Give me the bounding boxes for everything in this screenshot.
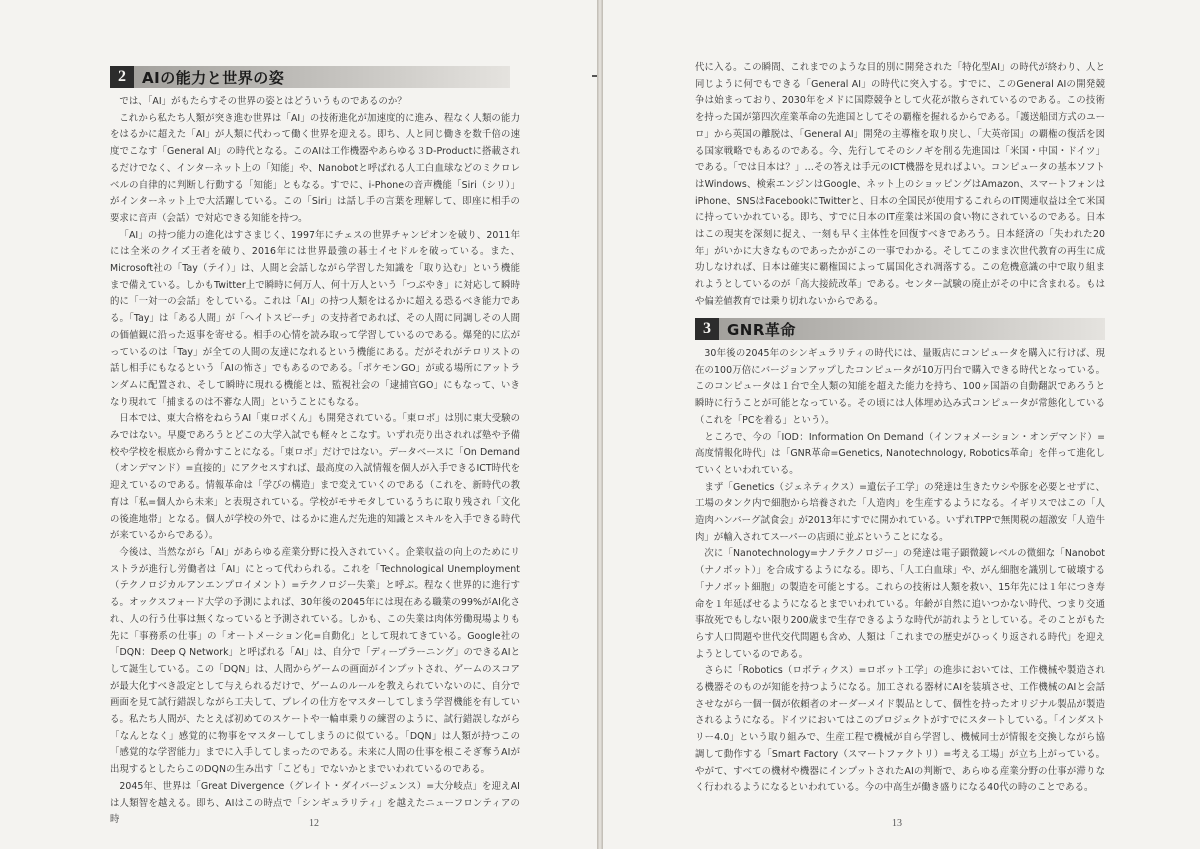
right-page (603, 0, 1200, 849)
paragraph: 2045年、世界は「Great Divergence（グレイト・ダイバージェンス）=大分岐点」を迎えAIは人類智を越える。即ち、AIはこの時点で「シンギュラリティ」を越えたニューフロンティアの時 (110, 780, 520, 826)
paragraph: ところで、今の「IOD：Information On Demand（インフォメーション・オンデマンド）=高度情報化時代」は「GNR革命=Genetics, Nanotechnology, Robotics革命」を伴って進化していくといわれている。 (695, 431, 1105, 476)
section-title: AIの能力と世界の姿 (142, 68, 285, 87)
left-page (0, 0, 597, 849)
section-heading (695, 318, 1105, 340)
body-text (110, 94, 520, 829)
page-number: 13 (892, 818, 902, 829)
paragraph: では、「AI」がもたらすその世界の姿とはどういうものであるのか？ (119, 96, 407, 107)
paragraph: 次に「Nanotechnology=ナノテクノロジー」の発達は電子顕微鏡レベルの微細な「Nanobot（ナノボット）」を合成するようになる。即ち、「人工白血球」や、がん細胞を識別して破壊する「ナノボット細胞」の製造を可能とする。これらの技術は人類を救い、15年先には１年につき寿命を１年延ばせるようになるとまでいわれている。年齢が自然に追いつかない時代、つまり交通事故死でもしない限り200歳まで生存できるような時代が訪れようとしている。そのことがもたらす人口問題や世代交代問題も含め、人類は「これまでの歴史がひっくり返される時代」を迎えようとしているのである。 (695, 548, 1105, 660)
paragraph: 今後は、当然ながら「AI」があらゆる産業分野に投入されていく。企業収益の向上のためにリストラが進行し労働者は「AI」にとって代わられる。これを「Technological Unemployment（テクノロジカルアンエンプロイメント）=テクノロジー失業」と呼ぶ。程なく世界的に進行する。オックスフォード大学の予測によれば、30年後の2045年には現在ある職業の99%がAI化され、人の行う仕事は無くなっていると予測されている。しかも、この失業は肉体労働現場よりも先に「事務系の仕事」の「オートメーション化=自動化」として現れてきている。Google社の「DQN：Deep Q Network」と呼ばれる「AI」は、自分で「ディープラーニング」のできるAIとして誕生している。この「DQN」は、人間からゲームの画面がインプットされ、ゲームのスコアが最大化すべき設定として与えられるだけで、ゲームのルールを教えられていないのに、自分で画面を見て試行錯誤しながら工夫して、プレイの仕方をマスターしてしまう学習機能を有している。私たち人間が、たとえば初めてのスケートや一輪車乗りの練習のように、試行錯誤しながら「なんとなく」感覚的に物事をマスターしてしまうのに似ている。「DQN」は人類が持つこの「感覚的な学習能力」までに入手してしまったのである。未来に人間の仕事を根こそぎ奪うAIが出現するとしたらこのDQNの生み出す「こども」でないかとまでいわれているのである。 (110, 546, 520, 776)
body-text (695, 60, 1105, 311)
section-title: GNR革命 (727, 320, 796, 339)
page-number: 12 (309, 818, 319, 829)
paragraph: 日本では、東大合格をねらうAI「東ロボくん」も開発されている。「東ロボ」は別に東大受験のみではない。早慶であろうとどこの大学入試でも軽々とこなす。いずれ売り出されれば塾や予備校や学校を根底から脅かすことになる。「東ロボ」だけではない。データベースに「On Demand（オンデマンド）=直接的」にアクセスすれば、最高度の入試情報を個人が入手できるICT時代を迎えているのである。情報革命は「学びの構造」まで変えていくのである（これを、新時代の教育は「私=個人から未来」と表現されている。学校がモサモタしているうちに取り残され「文化の後進地帯」となる。個人が学校の外で、はるかに進んだ先進的知識とスキルを入手できる時代が来ているからである）。 (110, 413, 520, 542)
paragraph: まず「Genetics（ジェネティクス）=遺伝子工学」の発達は生きたウシや豚を必要とせずに、工場のタンク内で細胞から培養された「人造肉」を生産するようになる。イギリスではこの「人造肉ハンバーグ試食会」が2013年にすでに開かれている。いずれTPPで無関税の超激安「人造牛肉」が輸入されてスーパーの店頭に並ぶということになる。 (695, 481, 1105, 543)
paragraph: 「AI」の持つ能力の進化はすさまじく、1997年にチェスの世界チャンピオンを破り、2011年には全米のクイズ王者を破り、2016年には世界最強の碁士イセドルを破っている。また、Microsoft社の「Tay（テイ）」は、人間と会話しながら学習した知識を「取り込む」という機能まで備えている。しかもTwitter上で瞬時に何万人、何十万人という「つぶやき」に対応して瞬時的に「一対一の会話」をしている。これは「AI」の持つ人類をはるかに超える恐るべき能力である。「Tay」は「ある人間」が「ヘイトスピーチ」の支持者であれば、その人間に同調しその人間の価値観に沿った返事を寄せる。相手の心情を読み取って学習しているのである。爆発的に広がっているのは「Tay」が全ての人間の友達になれるという機能にある。だがそれがテロリストの話し相手にもなるという「AIの怖さ」でもあるのである。「ポケモンGO」が或る場所にアットランダムに配置され、そして瞬時に現れる機能とは、監視社会の「逮捕官GO」にもなって、いきなり現れて「捕まるのは不審な人間」ということにもなる。 (110, 229, 520, 408)
body-text (695, 346, 1105, 797)
paragraph: 代に入る。この瞬間、これまでのような目的別に開発された「特化型AI」の時代が終わり、人と同じように何でもできる「General AI」の時代に突入する。すでに、このGeneral AIの開発競争は始まっており、2030年をメドに国際競争として火花が散らされているのである。この技術を持った国が第四次産業革命の先進国としてその覇権を握れるからである。「護送船団方式のユーロ」から英国の離脱は、「General AI」開発の主導権を取り戻し、「大英帝国」の覇権の復活を図る国家戦略でもあるのである。今、先行してそのシノギを削る先進国は「米国・中国・ドイツ」である。「では日本は？」…その答えは手元のICT機器を見ればよい。コンピュータの基本ソフトはWindows、検索エンジンはGoogle、ネット上のショッピングはAmazon、スマートフォンはiPhone、SNSはFacebookにTwitterと、日本の全国民が使用するこれらのIT関連収益は全て米国に持っていかれている。即ち、すでに日本のIT産業は米国の食い物にされているのである。日本はこの現実を深刻に捉え、一刻も早く主体性を回復すべきであろう。日本経済の「失われた20年」がいかに大きなものであったかがこの一事でわかる。そしてこのまま次世代教育の再生に成功しなければ、日本は確実に覇権国によって属国化され凋落する。この危機意識の中で取り組まれようとしているのが「高大接続改革」である。センター試験の廃止がその中に含まれる。もはや偏差値教育では乗り切れないからである。 (695, 62, 1105, 307)
paragraph: 30年後の2045年のシンギュラリティの時代には、量販店にコンピュータを購入に行けば、現在の100万倍にバージョンアップしたコンピュータが10万円台で購入できる時代となっている。このコンピュータは１台で全人類の知能を超えた能力を持ち、100ヶ国語の自動翻訳であろうと瞬時に行うことが可能となっている。その頃には人体埋め込み式コンピュータが常態化している（これを「PCを着る」という）。 (695, 348, 1105, 426)
section-heading (110, 66, 510, 88)
paragraph: これから私たち人類が突き進む世界は「AI」の技術進化が加速度的に進み、程なく人類の能力をはるかに超えた「AI」が人類に代わって働く世界を迎える。即ち、人と同じ働きを数千倍の速度でこなす「General AI」の時代となる。このAIは工作機器やあらゆる３D-Productに搭載されるだけでなく、インターネット上の「知能」や、Nanobotと呼ばれる人工白血球などのミクロレベルの自律的に判断し行動する「知能」ともなる。すでに、i-Phoneの音声機能「Siri（シリ）」がインターネット上で大活躍している。この「Siri」は話し手の言葉を理解して、即座に相手の要求に音声（会話）で対応できる知能を持つ。 (110, 112, 520, 224)
section-number: 3 (695, 318, 719, 340)
paragraph: さらに「Robotics（ロボティクス）=ロボット工学」の進歩においては、工作機械や製造される機器そのものが知能を持つようになる。加工される器材にAIを装填させ、工作機械のAIと会話させながら一個一個が依頼者のオーダーメイド製品として、個性を持ったオリジナル製品が製造されるようになる。ドイツにおいてはこのプロジェクトがすでにスタートしている。「インダストリー4.0」という取り組みで、生産工程で機械が自ら学習し、機械同士が情報を交換しながら協調して動作する「Smart Factory（スマートファクトリ）=考える工場」が立ち上がっている。やがて、すべての機材や機器にインプットされたAIの判断で、あらゆる産業分野の仕事が滞りなく行われるようになるといわれている。今の中高生が働き盛りになる40代の時のことである。 (695, 665, 1105, 794)
section-number: 2 (110, 66, 134, 88)
